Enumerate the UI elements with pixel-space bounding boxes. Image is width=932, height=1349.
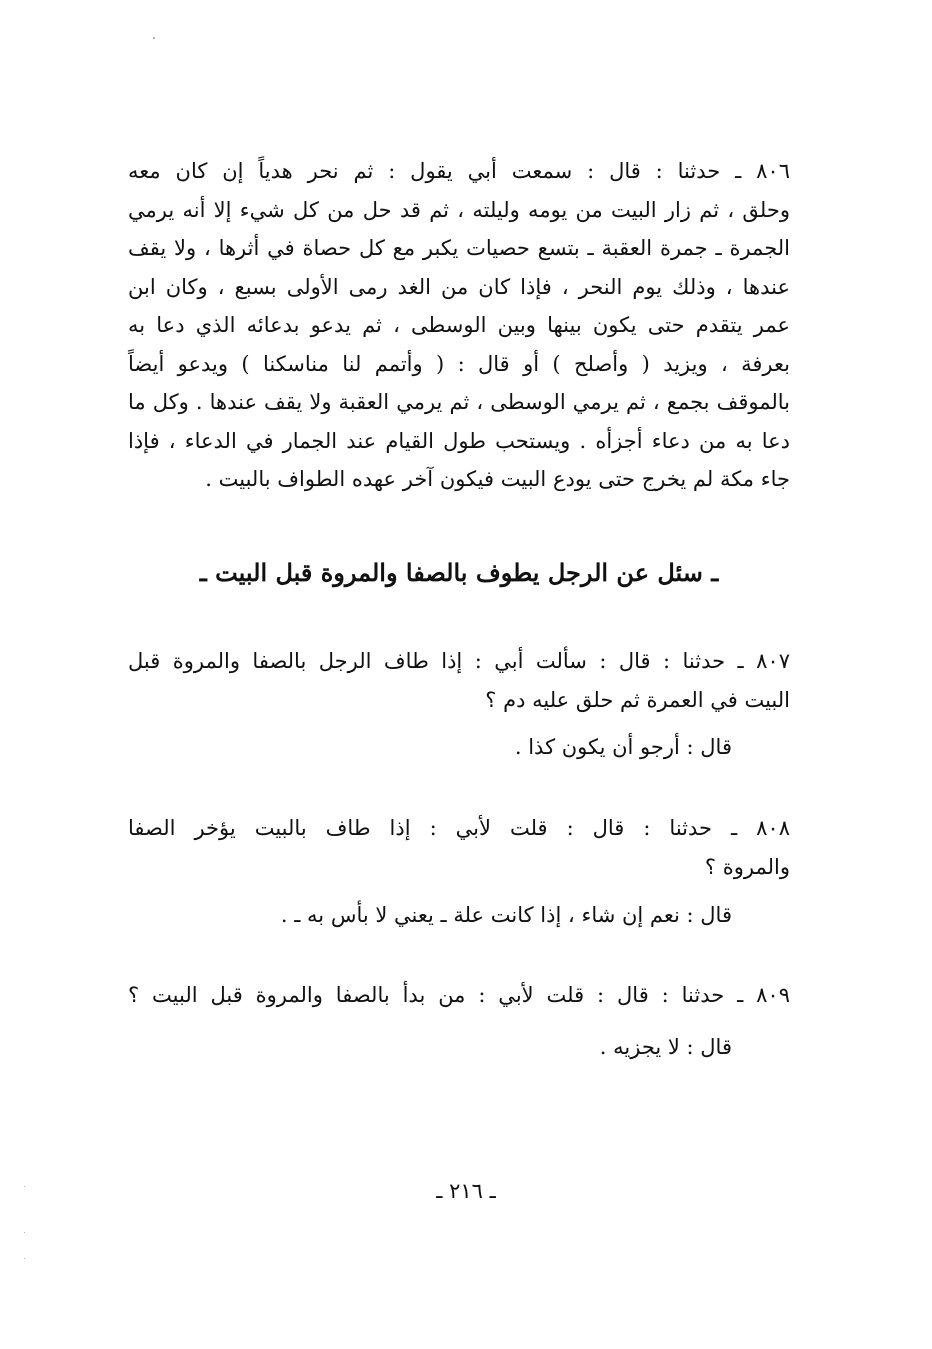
- paragraph-806: [128, 152, 790, 499]
- answer-807: قال : أرجو أن يكون كذا .: [514, 735, 732, 759]
- text-line: وحلق ، ثم زار البيت من يومه وليلته ، ثم قد حل من كل شيء إلا أنه يرمي: [128, 197, 790, 222]
- text-line: ٨٠٨ ـ حدثنا : قال : قلت لأبي : إذا طاف بالبيت يؤخر الصفا: [128, 816, 790, 840]
- question-809: [128, 976, 790, 1015]
- answer-809: قال : لا يجزيه .: [599, 1035, 732, 1059]
- text-line: والمروة ؟: [704, 854, 790, 879]
- paper-speck: [153, 37, 155, 39]
- page-number: ـ ٢١٦ ـ: [436, 1179, 496, 1203]
- text-line: ٨٠٦ ـ حدثنا : قال : سمعت أبي يقول : ثم نحر هدياً إن كان معه: [128, 159, 790, 183]
- question-807: [128, 642, 790, 719]
- text-line: عندها ، وذلك يوم النحر ، فإذا كان من الغد رمى الأولى بسبع ، وكان ابن: [128, 274, 790, 299]
- text-line: بالموقف بجمع ، ثم يرمي الوسطى ، ثم يرمي العقبة ولا يقف عندها . وكل ما: [128, 390, 790, 414]
- text-line: دعا به من دعاء أجزأه . ويستحب طول القيام عند الجمار في الدعاء ، فإذا: [128, 428, 790, 453]
- text-line: البيت في العمرة ثم حلق عليه دم ؟: [485, 687, 790, 712]
- text-line: الجمرة ـ جمرة العقبة ـ بتسع حصيات يكبر مع كل حصاة في أثرها ، ولا يقف: [128, 236, 790, 260]
- text-line: ٨٠٩ ـ حدثنا : قال : قلت لأبي : من بدأ بالصفا والمروة قبل البيت ؟: [128, 983, 790, 1007]
- answer-808: قال : نعم إن شاء ، إذا كانت علة ـ يعني لا بأس به ـ .: [280, 903, 732, 927]
- paper-speck: [24, 1232, 25, 1233]
- section-heading: ـ سئل عن الرجل يطوف بالصفا والمروة قبل البيت ـ: [199, 558, 719, 587]
- text-line: عمر يتقدم حتى يكون بينها وبين الوسطى ، ثم يدعو بدعائه الذي دعا به: [128, 313, 790, 337]
- text-line: جاء مكة لم يخرج حتى يودع البيت فيكون آخر عهده الطواف بالبيت .: [205, 467, 790, 491]
- text-line: ٨٠٧ ـ حدثنا : قال : سألت أبي : إذا طاف الرجل بالصفا والمروة قبل: [128, 649, 790, 673]
- paper-speck: [24, 1258, 25, 1259]
- question-808: [128, 809, 790, 886]
- text-line: بعرفة ، ويزيد ( وأصلح ) أو قال : ( وأتمم لنا مناسكنا ) ويدعو أيضاً: [128, 351, 790, 376]
